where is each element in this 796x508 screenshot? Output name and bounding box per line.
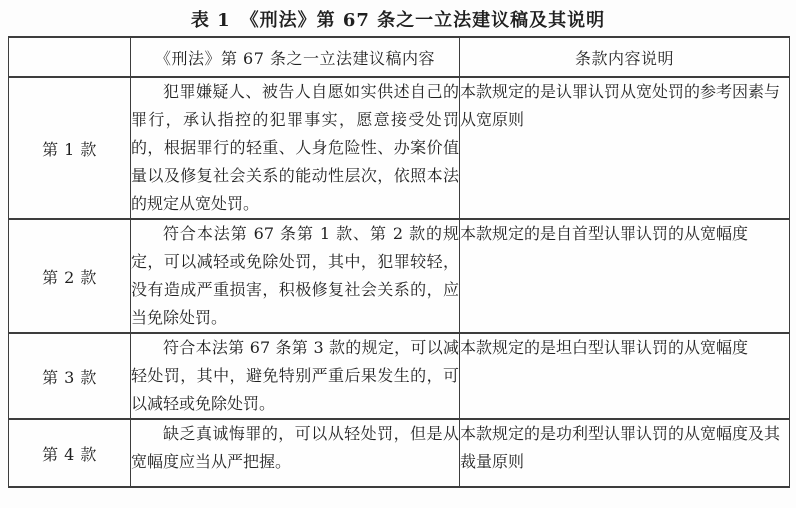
clause-content-cell-1 <box>131 77 460 219</box>
clause-label-4: 第 4 款 <box>9 419 131 487</box>
table-row-clause-2 <box>9 219 790 333</box>
clause-explanation-text-4: 本款规定的是功利型认罪认罚的从宽幅度及其裁量原则 <box>460 424 781 471</box>
table-row-clause-3 <box>9 333 790 419</box>
clause-content-text-1: 犯罪嫌疑人、被告人自愿如实供述自己的罪行，承认指控的犯罪事实，愿意接受处罚的，根据罪行的轻重、人身危险性、办案价值量以及修复社会关系的能动性层次，依照本法的规定从宽处罚。 <box>131 82 459 213</box>
header-clause-column <box>9 37 131 77</box>
table-row-clause-4 <box>9 419 790 487</box>
clause-label-3: 第 3 款 <box>9 333 131 419</box>
table-header-row <box>9 37 790 77</box>
clause-content-text-4: 缺乏真诚悔罪的，可以从轻处罚，但是从宽幅度应当从严把握。 <box>131 424 459 471</box>
table-title: 表 1 《刑法》第 67 条之一立法建议稿及其说明 <box>190 10 606 31</box>
clause-explanation-cell-4 <box>460 419 790 487</box>
clause-label-1: 第 1 款 <box>9 77 131 219</box>
clause-content-cell-2 <box>131 219 460 333</box>
legislation-table <box>8 36 790 488</box>
clause-content-text-2: 符合本法第 67 条第 1 款、第 2 款的规定，可以减轻或免除处罚，其中，犯罪较轻，没有造成严重损害，积极修复社会关系的，应当免除处罚。 <box>131 224 459 327</box>
table-row-clause-1 <box>9 77 790 219</box>
clause-content-cell-3 <box>131 333 460 419</box>
header-explanation-column: 条款内容说明 <box>460 37 790 77</box>
clause-content-text-3: 符合本法第 67 条第 3 款的规定，可以减轻处罚，其中，避免特别严重后果发生的，可以减轻或免除处罚。 <box>131 338 459 413</box>
clause-explanation-text-3: 本款规定的是坦白型认罪认罚的从宽幅度 <box>460 338 749 357</box>
clause-explanation-cell-2 <box>460 219 790 333</box>
clause-explanation-cell-3 <box>460 333 790 419</box>
clause-explanation-cell-1 <box>460 77 790 219</box>
header-content-column: 《刑法》第 67 条之一立法建议稿内容 <box>131 37 460 77</box>
clause-explanation-text-1: 本款规定的是认罪认罚从宽处罚的参考因素与从宽原则 <box>460 82 781 129</box>
clause-explanation-text-2: 本款规定的是自首型认罪认罚的从宽幅度 <box>460 224 749 243</box>
clause-content-cell-4 <box>131 419 460 487</box>
clause-label-2: 第 2 款 <box>9 219 131 333</box>
